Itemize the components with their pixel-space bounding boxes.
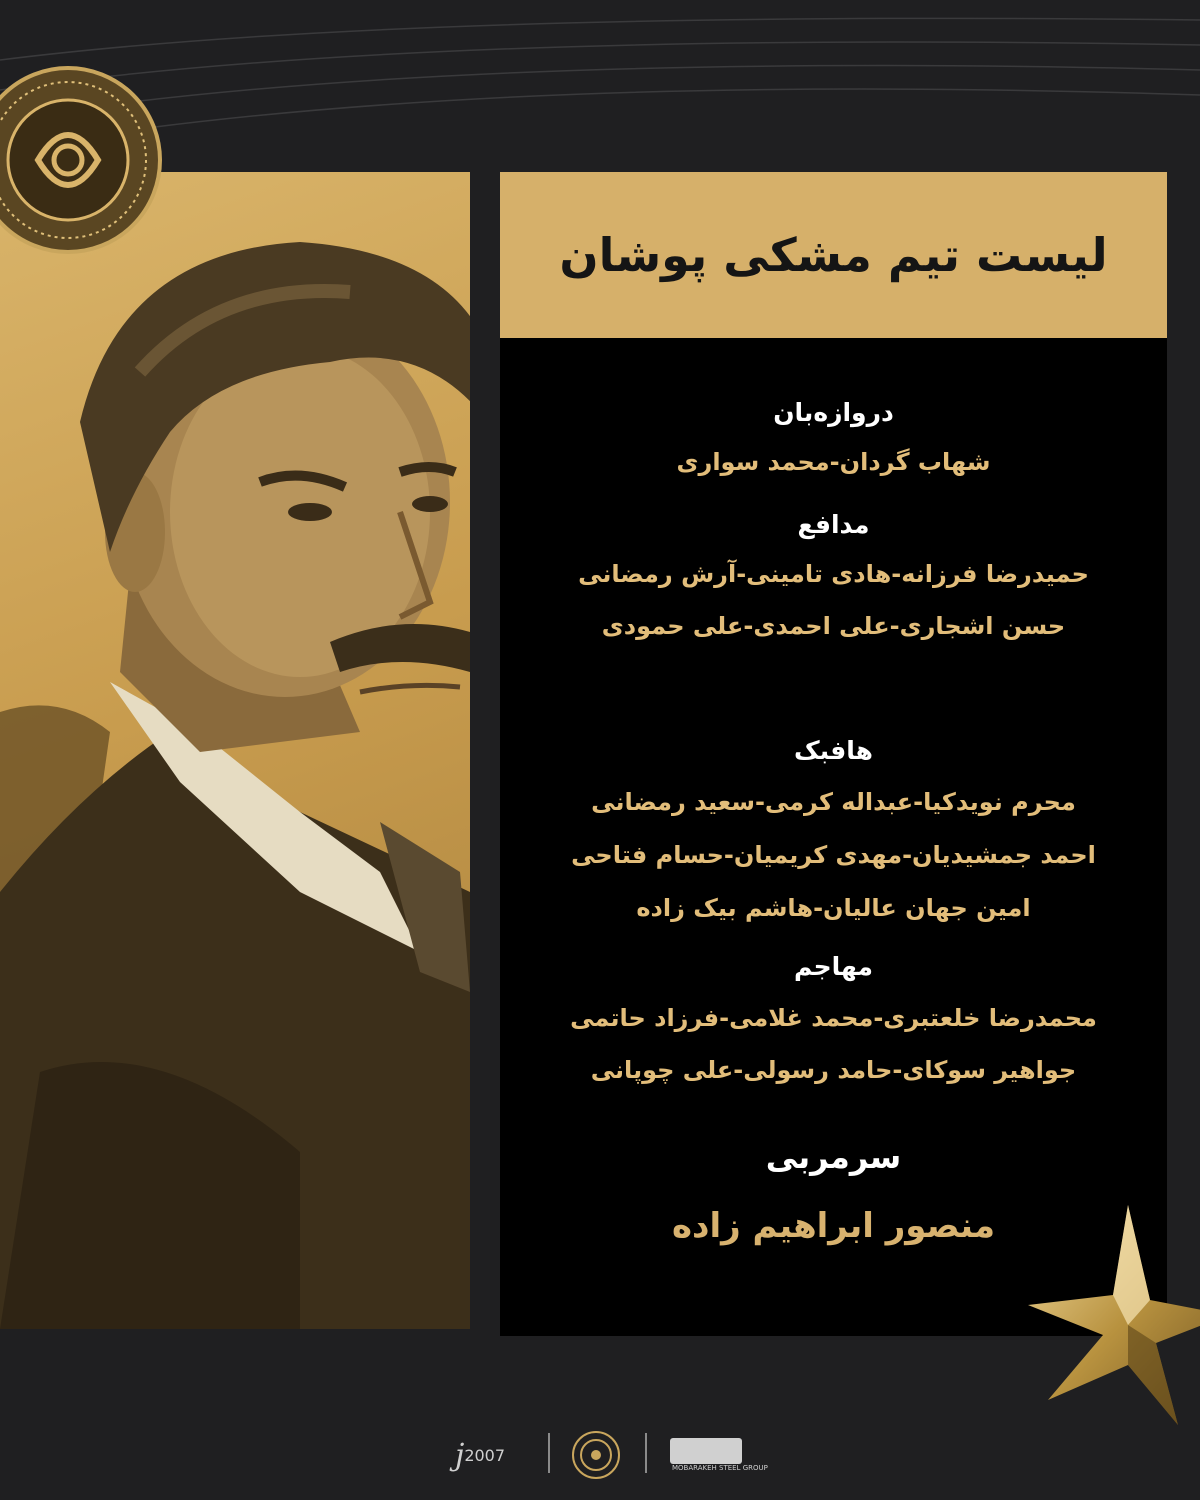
footer-logos	[0, 1425, 1200, 1485]
coach-photo	[0, 172, 470, 1329]
brand-j-icon: j	[455, 1437, 465, 1473]
defender-names-2: حسن اشجاری-علی احمدی-علی حمودی	[601, 612, 1066, 640]
defender-names-1: حمیدرضا فرزانه-هادی تامینی-آرش رمضانی	[578, 560, 1089, 588]
club-seal-icon	[0, 50, 178, 270]
brand-year-text: 2007	[464, 1445, 506, 1465]
section-heading-defender: مدافع	[797, 510, 870, 539]
midfielder-names-1: محرم نویدکیا-عبداله کرمی-سعید رمضانی	[591, 788, 1076, 816]
forward-names-2: جواهیر سوکای-حامد رسولی-علی چوپانی	[590, 1056, 1077, 1084]
gold-star-icon	[1028, 1195, 1200, 1425]
section-heading-goalkeeper: دروازه‌بان	[773, 398, 894, 427]
club-logo-icon	[570, 1429, 622, 1481]
midfielder-names-2: احمد جمشیدیان-مهدی کریمیان-حسام فتاحی	[571, 841, 1096, 869]
sponsor-logo	[670, 1425, 768, 1485]
club-logo	[570, 1425, 622, 1485]
footer-divider	[548, 1433, 550, 1473]
title-banner	[500, 172, 1167, 338]
forward-names-1: محمدرضا خلعتبری-محمد غلامی-فرزاد حاتمی	[570, 1004, 1097, 1032]
goalkeeper-names: شهاب گردان-محمد سواری	[676, 448, 991, 476]
brand-2007-logo	[455, 1425, 505, 1485]
page-title: لیست تیم مشکی پوشان	[559, 228, 1108, 282]
section-heading-forward: مهاجم	[794, 952, 873, 981]
team-list	[500, 338, 1167, 1336]
section-heading-midfielder: هافبک	[794, 736, 873, 765]
coach-name: منصور ابراهیم زاده	[671, 1206, 996, 1246]
sponsor-name: MOBARAKEH STEEL GROUP	[672, 1464, 768, 1472]
sponsor-mark-icon	[670, 1438, 742, 1464]
coach-heading: سرمربی	[765, 1138, 902, 1176]
footer-divider	[645, 1433, 647, 1473]
midfielder-names-3: امین جهان عالیان-هاشم بیک زاده	[636, 894, 1031, 922]
